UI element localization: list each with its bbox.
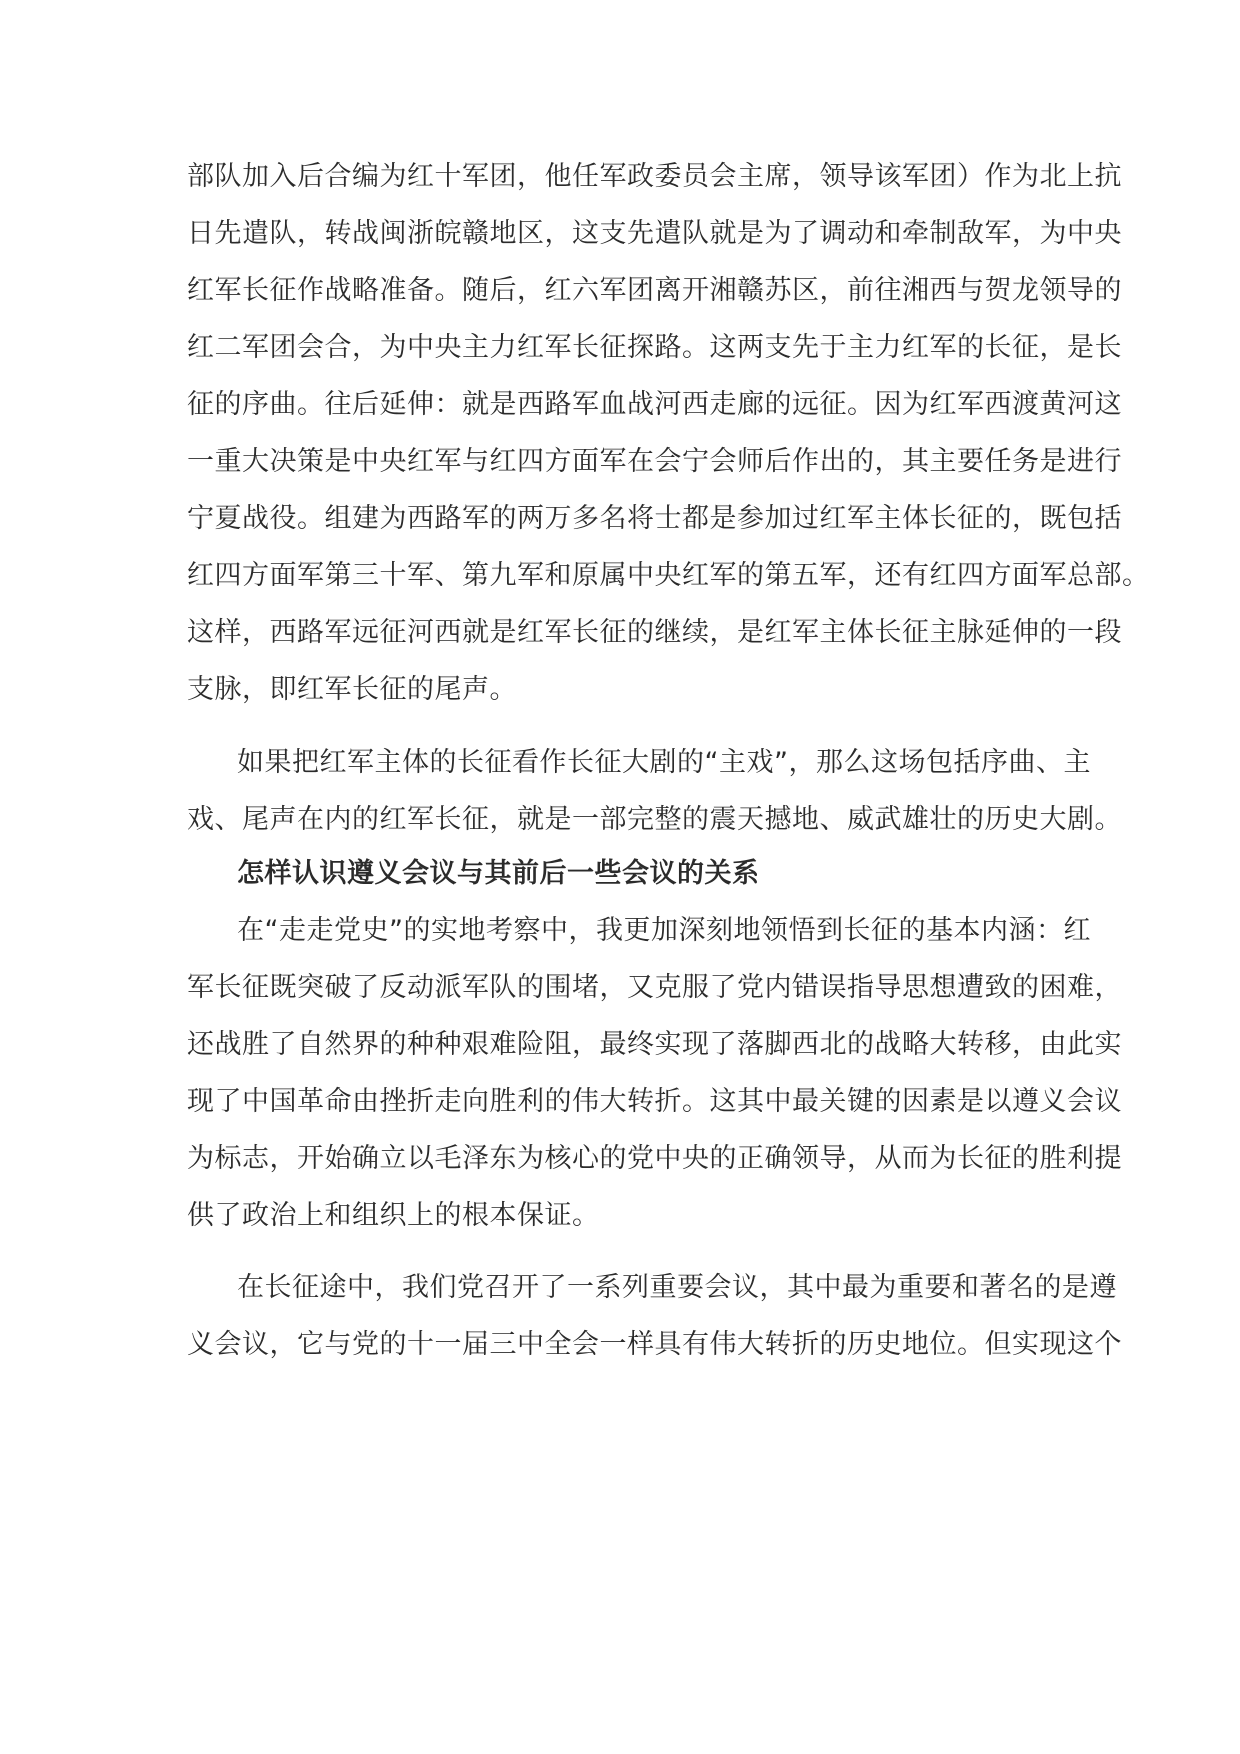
paragraph-line: 为标志，开始确立以毛泽东为核心的党中央的正确领导，从而为长征的胜利提 [187,1143,1122,1174]
paragraph-line: 宁夏战役。组建为西路军的两万多名将士都是参加过红军主体长征的，既包括 [187,503,1122,534]
paragraph-line: 现了中国革命由挫折走向胜利的伟大转折。这其中最关键的因素是以遵义会议 [187,1086,1122,1117]
paragraph-line: 一重大决策是中央红军与红四方面军在会宁会师后作出的，其主要任务是进行 [187,446,1122,477]
paragraph-line: 日先遣队，转战闽浙皖赣地区，这支先遣队就是为了调动和牵制敌军，为中央 [187,218,1122,249]
paragraph-line: 红军长征作战略准备。随后，红六军团离开湘赣苏区，前往湘西与贺龙领导的 [187,275,1122,306]
paragraph-line: 红四方面军第三十军、第九军和原属中央红军的第五军，还有红四方面军总部。 [187,560,1150,591]
paragraph-line: 供了政治上和组织上的根本保证。 [187,1200,600,1231]
paragraph-line: 部队加入后合编为红十军团，他任军政委员会主席，领导该军团）作为北上抗 [187,161,1122,192]
paragraph-line: 戏、尾声在内的红军长征，就是一部完整的震天撼地、威武雄壮的历史大剧。 [187,804,1122,835]
paragraph-line: 在长征途中，我们党召开了一系列重要会议，其中最为重要和著名的是遵 [237,1272,1117,1303]
paragraph-line: 红二军团会合，为中央主力红军长征探路。这两支先于主力红军的长征，是长 [187,332,1122,363]
paragraph-line: 这样，西路军远征河西就是红军长征的继续，是红军主体长征主脉延伸的一段 [187,617,1122,648]
paragraph-line: 如果把红军主体的长征看作长征大剧的“主戏”，那么这场包括序曲、主 [237,747,1091,778]
paragraph-line: 征的序曲。往后延伸：就是西路军血战河西走廊的远征。因为红军西渡黄河这 [187,389,1122,420]
paragraph-line: 还战胜了自然界的种种艰难险阻，最终实现了落脚西北的战略大转移，由此实 [187,1029,1122,1060]
section-heading: 怎样认识遵义会议与其前后一些会议的关系 [237,858,760,889]
paragraph-line: 军长征既突破了反动派军队的围堵，又克服了党内错误指导思想遭致的困难， [187,972,1122,1003]
paragraph-line: 义会议，它与党的十一届三中全会一样具有伟大转折的历史地位。但实现这个 [187,1329,1122,1360]
paragraph-line: 在“走走党史”的实地考察中，我更加深刻地领悟到长征的基本内涵：红 [237,915,1091,946]
paragraph-line: 支脉，即红军长征的尾声。 [187,674,517,705]
